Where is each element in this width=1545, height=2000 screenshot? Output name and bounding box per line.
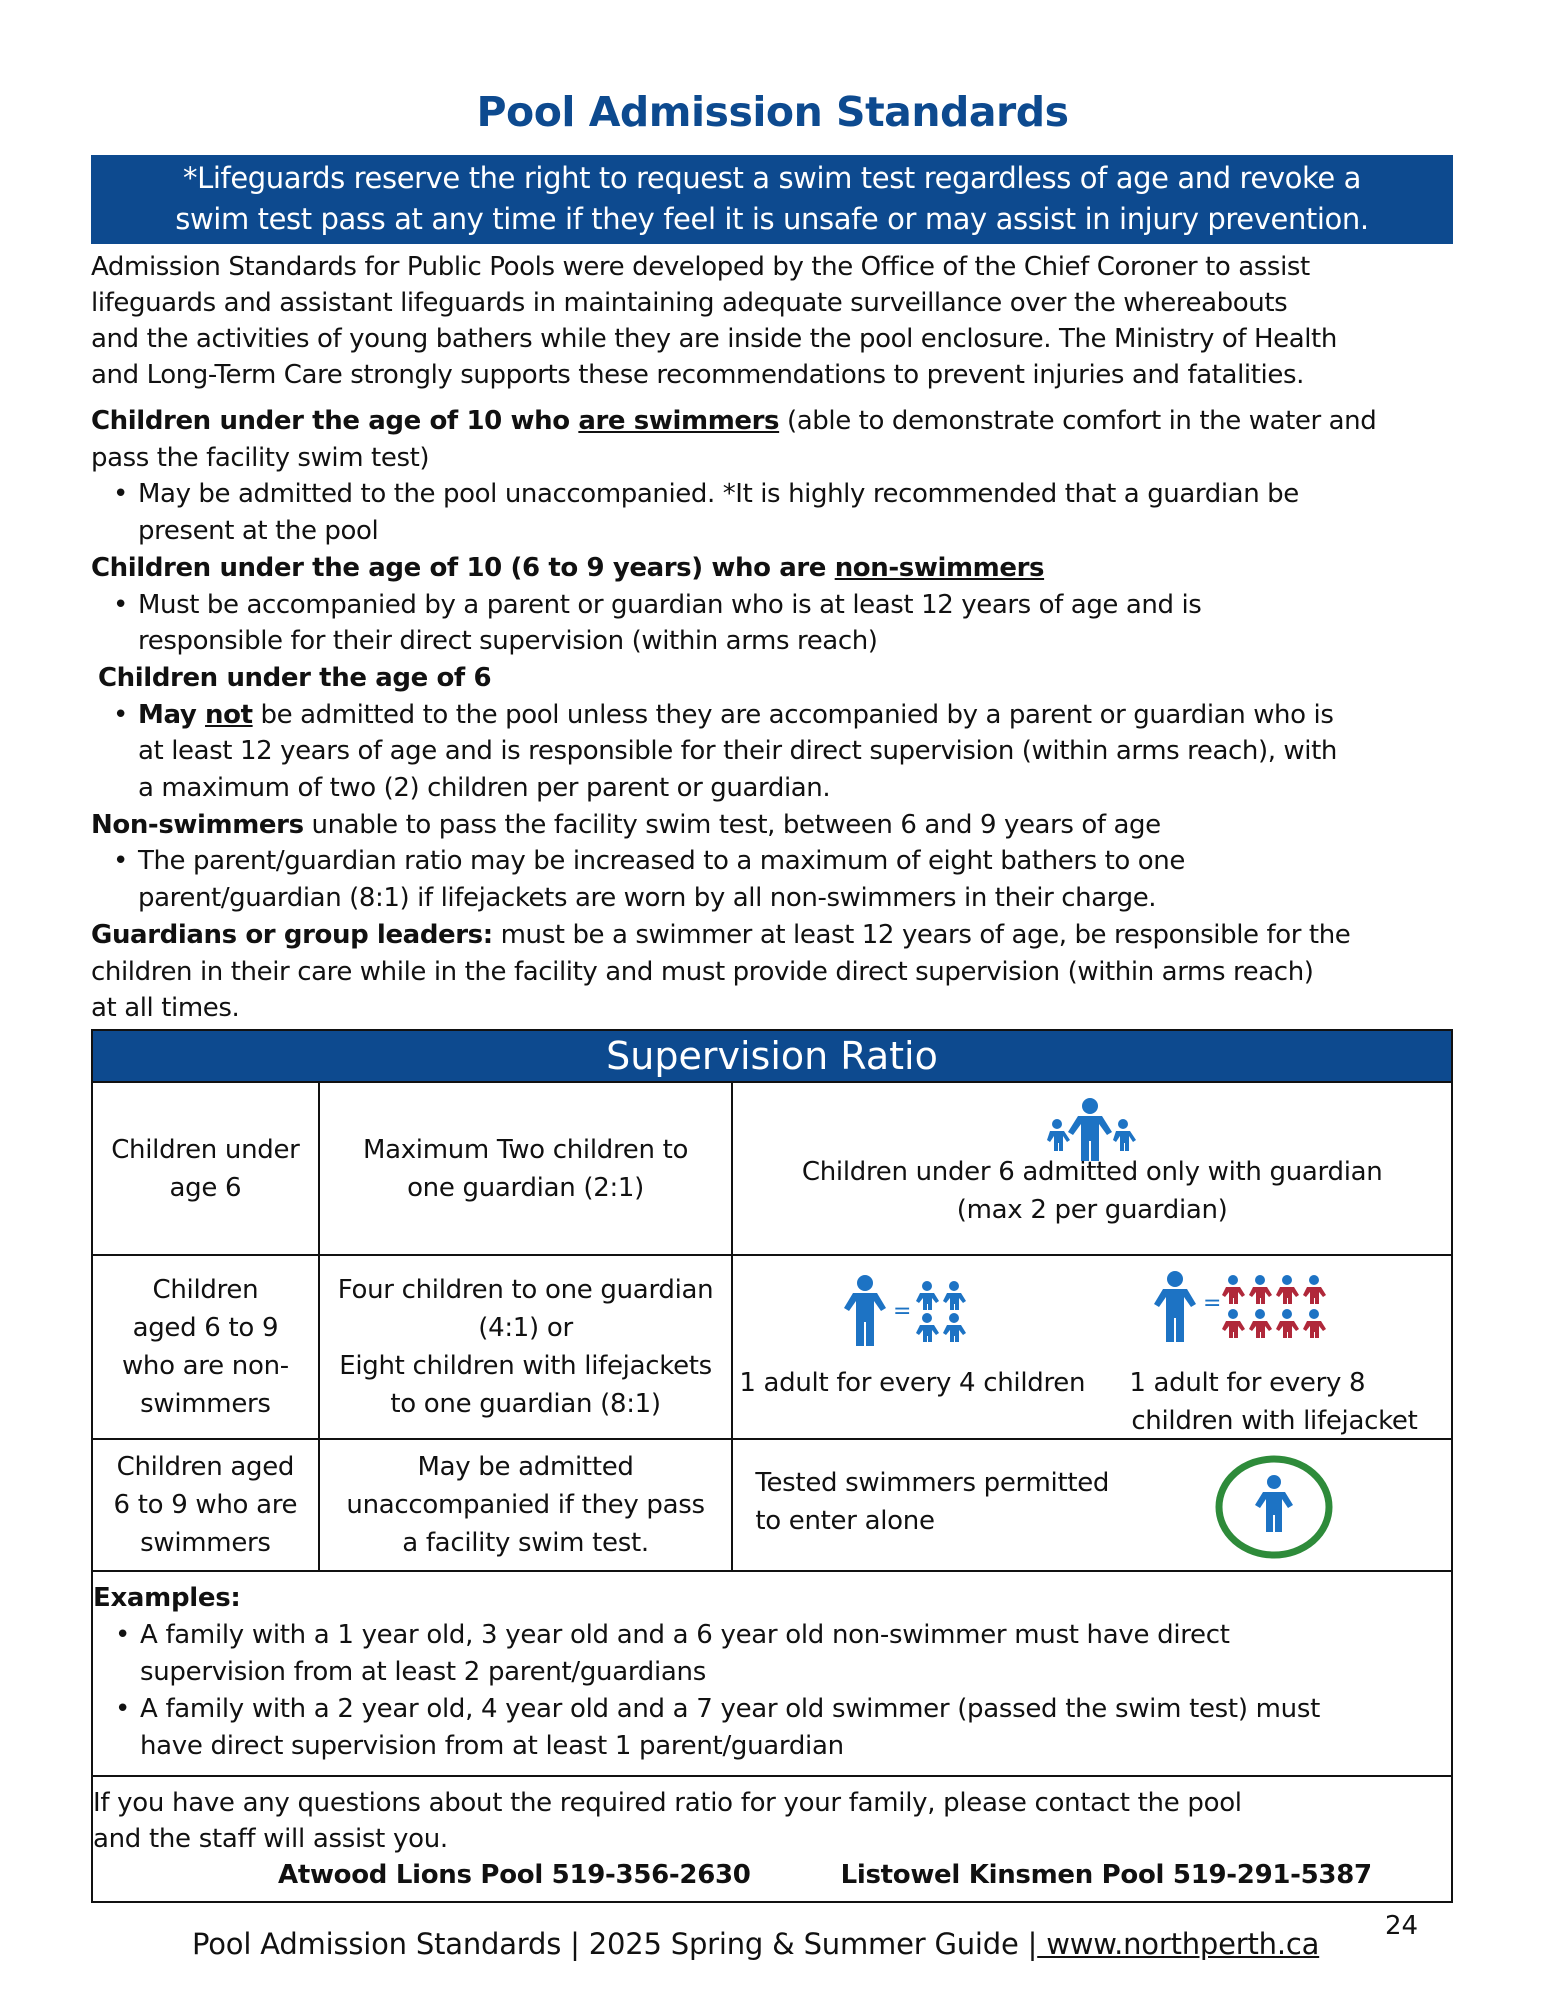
cell-line: Children under <box>111 1134 300 1165</box>
bullet-text: a maximum of two (2) children per parent or guardian. <box>138 773 831 804</box>
pool-phone-numbers <box>93 1857 1451 1893</box>
rule-bullet <box>91 476 1471 513</box>
cell-line: one guardian (2:1) <box>407 1172 645 1203</box>
footer-text: Pool Admission Standards | 2025 Spring & Summer Guide | <box>192 1927 1038 1961</box>
bullet-text: parent/guardian (8:1) if lifejackets are worn by all non-swimmers in their charge. <box>138 883 1157 914</box>
bullet-text: responsible for their direct supervision (within arms reach) <box>138 626 878 657</box>
cell-line: to enter alone <box>755 1506 935 1536</box>
rule-bullet-cont <box>91 513 1471 550</box>
rule-bullet-cont <box>91 733 1471 770</box>
cell-line: children with lifejacket <box>1131 1406 1418 1436</box>
bullet-text: The parent/guardian ratio may be increased to a maximum of eight bathers to one <box>138 846 1185 877</box>
rule-bullet-cont <box>91 880 1471 917</box>
page-title: Pool Admission Standards <box>476 88 1069 136</box>
example-bullet <box>93 1617 1451 1654</box>
rule-text-line: pass the facility swim test) <box>91 442 430 473</box>
table-cell <box>92 1082 319 1255</box>
cell-text <box>755 1464 1109 1540</box>
cell-line: unaccompanied if they pass <box>346 1490 705 1520</box>
table-cell <box>319 1439 733 1571</box>
rule-bold: Children under the age of 10 (6 to 9 years) who are <box>91 552 835 583</box>
table-cell <box>732 1439 1452 1571</box>
lifeguard-notice-banner <box>91 155 1453 244</box>
atwood-pool-phone: Atwood Lions Pool 519-356-2630 <box>278 1860 751 1890</box>
swimmer-ring-icon <box>1213 1452 1335 1562</box>
bullet-text: A family with a 2 year old, 4 year old and a 7 year old swimmer (passed the swim test) must <box>140 1694 1320 1724</box>
table-row <box>92 1571 1452 1776</box>
rule-bold: Children under the age of 10 who <box>91 406 579 436</box>
contact-line: If you have any questions about the required ratio for your family, please contact the pool <box>93 1788 1242 1818</box>
table-cell <box>319 1082 733 1255</box>
rule-heading-guardians <box>91 917 1471 954</box>
table-cell <box>92 1439 319 1571</box>
ratio-caption-4: 1 adult for every 4 children <box>739 1368 1086 1398</box>
cell-line: 1 adult for every 8 <box>1129 1368 1366 1398</box>
table-cell <box>92 1255 319 1439</box>
cell-line: Four children to one guardian <box>337 1275 714 1305</box>
rule-heading-swimmers <box>91 403 1471 440</box>
bullet-text: at least 12 years of age and is responsible for their direct supervision (within arms reach), with <box>138 736 1337 767</box>
rule-text-line: children in their care while in the facility and must provide direct supervision (within arms reach) <box>91 956 1314 987</box>
table-header: Supervision Ratio <box>92 1030 1452 1082</box>
bullet-text: Must be accompanied by a parent or guardian who is at least 12 years of age and is <box>138 589 1202 620</box>
table-cell <box>732 1082 1452 1255</box>
cell-line: 6 to 9 who are <box>113 1490 298 1520</box>
rule-bold: May <box>138 699 206 730</box>
cell-line: (max 2 per guardian) <box>956 1194 1228 1225</box>
notice-line: *Lifeguards reserve the right to request a swim test regardless of age and revoke a <box>183 161 1361 195</box>
cell-line: to one guardian (8:1) <box>390 1389 661 1419</box>
cell-line: May be admitted <box>417 1452 634 1482</box>
intro-paragraph <box>91 249 1471 393</box>
rule-underline: not <box>205 699 253 730</box>
examples-heading: Examples: <box>93 1583 241 1613</box>
cell-line: Eight children with lifejackets <box>339 1351 712 1381</box>
svg-text:=: = <box>1203 1291 1222 1316</box>
bullet-text: have direct supervision from at least 1 parent/guardian <box>140 1731 844 1761</box>
website-link[interactable]: www.northperth.ca <box>1037 1927 1320 1961</box>
rule-bullet <box>91 697 1471 734</box>
bullet-text: May be admitted to the pool unaccompanied. *It is highly recommended that a guardian be <box>138 479 1299 510</box>
intro-line: Admission Standards for Public Pools were developed by the Office of the Chief Coroner to assist <box>91 252 1310 282</box>
table-cell <box>319 1255 733 1439</box>
cell-line: a facility swim test. <box>402 1528 649 1558</box>
table-row <box>92 1439 1452 1571</box>
rule-heading-non-swimmers <box>91 550 1471 587</box>
cell-line: age 6 <box>169 1172 242 1203</box>
rule-underline: are swimmers <box>578 406 780 436</box>
rule-bullet <box>91 587 1471 624</box>
example-bullet <box>93 1691 1451 1728</box>
rule-text: (able to demonstrate comfort in the water and <box>779 406 1377 436</box>
table-row <box>92 1255 1452 1439</box>
one-adult-four-children-icon <box>843 1274 983 1354</box>
cell-line: swimmers <box>140 1528 271 1558</box>
supervision-ratio-table <box>91 1029 1453 1903</box>
admission-rules <box>91 403 1471 1027</box>
bullet-text: A family with a 1 year old, 3 year old and a 6 year old non-swimmer must have direct <box>140 1620 1230 1650</box>
rule-heading-under-6 <box>91 660 1471 697</box>
svg-text:=: = <box>893 1299 912 1324</box>
cell-line: Tested swimmers permitted <box>755 1468 1110 1498</box>
bullet-text: present at the pool <box>138 516 379 547</box>
cell-line: Children under 6 admitted only with guardian <box>801 1156 1383 1187</box>
cell-line: who are non- <box>121 1351 289 1381</box>
rule-text-line: at all times. <box>91 993 240 1024</box>
bullet-text: supervision from at least 2 parent/guardians <box>140 1657 706 1687</box>
rule-underline: non-swimmers <box>834 552 1045 583</box>
intro-line: lifeguards and assistant lifeguards in maintaining adequate surveillance over the whereabouts <box>91 288 1288 318</box>
ratio-caption-8 <box>1129 1364 1417 1440</box>
table-row <box>92 1082 1452 1255</box>
rule-bullet-cont <box>91 770 1471 807</box>
rule-bold: Non-swimmers <box>91 809 304 840</box>
rule-heading-non-swimmers-ratio <box>91 807 1471 844</box>
guardian-with-two-children-icon <box>1042 1097 1138 1163</box>
rule-text: must be a swimmer at least 12 years of age, be responsible for the <box>492 919 1351 950</box>
intro-line: and the activities of young bathers while they are inside the pool enclosure. The Ministry of Health <box>91 324 1337 354</box>
rule-bold: Guardians or group leaders: <box>91 919 493 950</box>
rule-bold: Children under the age of 6 <box>98 662 492 693</box>
cell-line: Children <box>152 1275 259 1305</box>
cell-line: swimmers <box>140 1389 271 1419</box>
table-cell <box>732 1255 1452 1439</box>
contact-cell <box>92 1776 1452 1902</box>
cell-line: Maximum Two children to <box>362 1134 689 1165</box>
rule-bullet-cont <box>91 623 1471 660</box>
bullet-text: be admitted to the pool unless they are accompanied by a parent or guardian who is <box>252 699 1334 730</box>
contact-line: and the staff will assist you. <box>93 1824 448 1854</box>
cell-line: Children aged <box>116 1452 295 1482</box>
listowel-pool-phone: Listowel Kinsmen Pool 519-291-5387 <box>840 1860 1372 1890</box>
page-footer <box>192 1927 1319 1961</box>
rule-text: unable to pass the facility swim test, between 6 and 9 years of age <box>303 809 1161 840</box>
cell-line: (4:1) or <box>478 1313 573 1343</box>
intro-line: and Long-Term Care strongly supports these recommendations to prevent injuries and fatalities. <box>91 360 1304 390</box>
notice-line: swim test pass at any time if they feel it is unsafe or may assist in injury prevention. <box>175 202 1369 236</box>
one-adult-eight-children-lifejacket-icon <box>1153 1270 1343 1350</box>
page-number: 24 <box>1385 1911 1419 1941</box>
examples-cell <box>92 1571 1452 1776</box>
rule-bullet <box>91 843 1471 880</box>
cell-line: aged 6 to 9 <box>132 1313 279 1343</box>
table-row <box>92 1776 1452 1902</box>
